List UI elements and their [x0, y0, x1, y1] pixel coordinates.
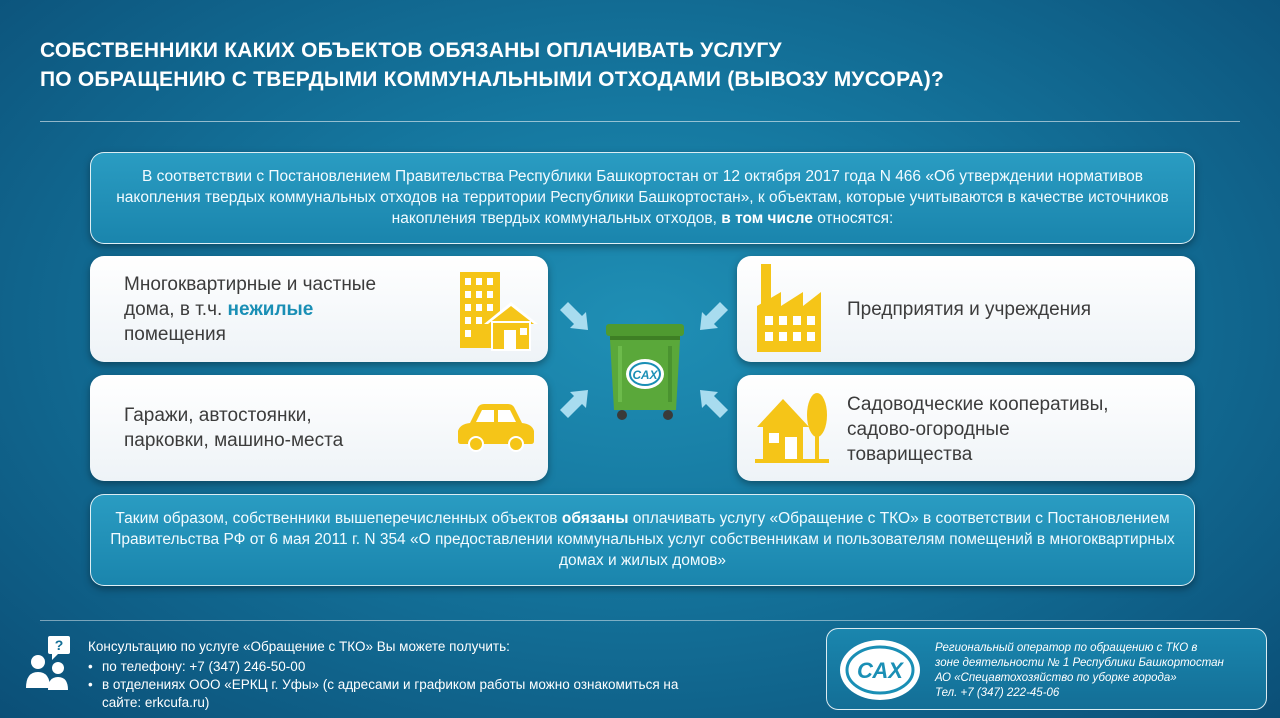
card-gardens-line1: Садоводческие кооперативы,	[847, 394, 1109, 415]
operator-text	[935, 641, 1260, 701]
arrow-down-right-icon	[558, 300, 594, 336]
conclusion-post: оплачивать услугу «Обращение с ТКО» в соответствии с Постановлением Правительства РФ от 6 мая 2011 г. N 354 «О предоставлении коммунальных услуг собственникам и пользователям помещений в многоквартирных домах и жилых домов»	[110, 510, 1175, 569]
consultation-list	[88, 658, 688, 712]
card-garages-line1: Гаражи, автостоянки,	[124, 405, 312, 426]
card-enterprises	[737, 256, 1195, 362]
card-residential	[90, 256, 548, 362]
factory-icon	[755, 262, 823, 354]
card-residential-line1: Многоквартирные и частные	[124, 274, 377, 295]
operator-logo	[837, 637, 923, 703]
consultation-heading: Консультацию по услуге «Обращение с ТКО» Вы можете получить:	[88, 639, 510, 654]
conclusion-pre: Таким образом, собственники вышеперечисленных объектов	[115, 510, 558, 527]
intro-box	[90, 152, 1195, 244]
consultation-people-icon	[24, 634, 74, 692]
arrow-up-right-icon	[558, 384, 594, 420]
card-residential-highlight: нежилые	[227, 299, 314, 320]
conclusion-box	[90, 494, 1195, 586]
page-title	[40, 36, 1140, 94]
card-garages-line2: парковки, машино-места	[124, 430, 344, 451]
building-house-icon	[454, 266, 538, 352]
card-enterprises-label: Предприятия и учреждения	[847, 299, 1092, 320]
card-residential-text	[124, 272, 376, 347]
card-gardens-line3: товарищества	[847, 444, 973, 465]
operator-line3: АО «Спецавтохозяйство по уборке города»	[935, 672, 1177, 684]
arrow-down-left-icon	[694, 300, 730, 336]
intro-text: В соответствии с Постановлением Правительства Республики Башкортостан от 12 октября 2017 года N 466 «Об утверждении нормативов накопления твердых коммунальных отходов на территории Республики Башкортостан», к объектам, которые учитываются в качестве источников накопления твердых коммунальных отходов,	[116, 168, 1169, 227]
car-icon	[456, 403, 536, 453]
trash-bin-icon	[604, 322, 686, 422]
consultation-offices: • в отделениях ООО «ЕРКЦ г. Уфы» (с адресами и графиком работы можно ознакомиться на сайте: erkcufa.ru)	[88, 676, 688, 712]
intro-tail: относятся:	[817, 210, 894, 227]
intro-bold: в том числе	[721, 210, 813, 227]
operator-line2: зоне деятельности № 1 Республики Башкортостан	[935, 657, 1224, 669]
top-divider	[40, 121, 1240, 122]
arrow-up-left-icon	[694, 384, 730, 420]
card-garages	[90, 375, 548, 481]
garden-house-icon	[755, 385, 829, 465]
card-gardens-text	[847, 392, 1109, 467]
card-garages-text	[124, 403, 343, 453]
card-gardens-line2: садово-огородные	[847, 419, 1010, 440]
title-line-1: СОБСТВЕННИКИ КАКИХ ОБЪЕКТОВ ОБЯЗАНЫ ОПЛАЧИВАТЬ УСЛУГУ	[40, 39, 782, 62]
card-residential-line2-pre: дома, в т.ч.	[124, 299, 223, 320]
bottom-divider	[40, 620, 1240, 621]
svg-text:?: ?	[54, 637, 64, 653]
logo-text: САХ	[857, 658, 903, 683]
card-residential-line3: помещения	[124, 324, 226, 345]
svg-text:САХ: САХ	[632, 368, 658, 382]
card-gardens	[737, 375, 1195, 481]
operator-line1: Региональный оператор по обращению с ТКО в	[935, 642, 1198, 654]
title-line-2: ПО ОБРАЩЕНИЮ С ТВЕРДЫМИ КОММУНАЛЬНЫМИ ОТХОДАМИ (ВЫВОЗУ МУСОРА)?	[40, 68, 945, 91]
card-residential-line2	[124, 297, 376, 322]
consultation-info	[88, 638, 688, 712]
operator-phone: Тел. +7 (347) 222-45-06	[935, 687, 1060, 699]
consultation-phone: • по телефону: +7 (347) 246-50-00	[88, 658, 688, 676]
operator-box	[826, 628, 1267, 710]
conclusion-bold: обязаны	[561, 510, 629, 527]
